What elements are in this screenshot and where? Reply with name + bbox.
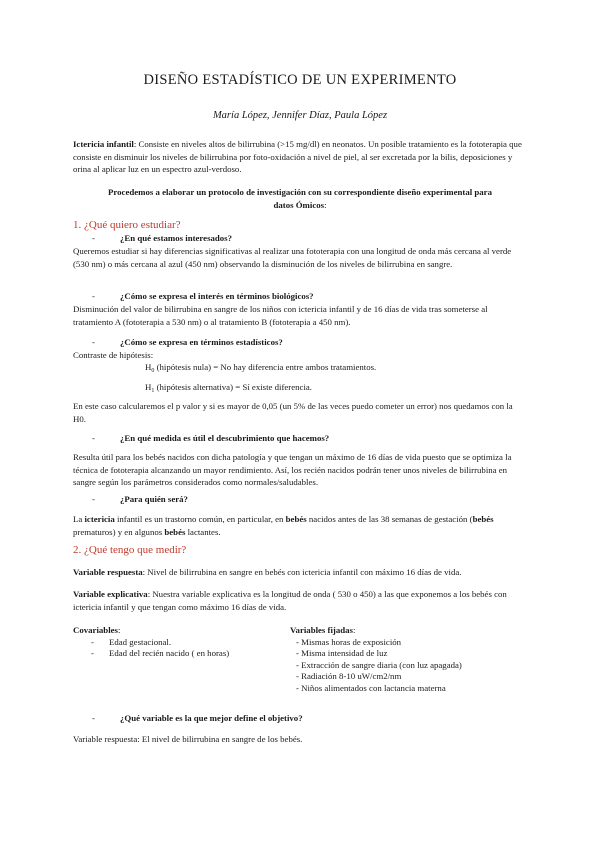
usefulness-paragraph: Resulta útil para los bebés nacidos con dicha patología y que tengan un máximo de 16 días de vida puesto que se optimiza la técnica de fototerapia alcanzando un mayor rendimiento. Así, los recién nacidos podrán tener unos niveles de bilirrubina en sangre según los parámetros considerados como normales/saludables. xyxy=(73,452,512,488)
covariables-block xyxy=(73,624,229,660)
audience-g: prematuros) y en algunos xyxy=(73,526,165,537)
list-dash: - xyxy=(91,648,94,659)
h0-sub: 0 xyxy=(151,368,155,374)
contrast-label: Contraste de hipótesis: xyxy=(73,350,154,360)
covariables-colon: : xyxy=(117,625,121,635)
explanatory-label: Variable explicativa xyxy=(73,589,148,599)
question-biological: - ¿Cómo se expresa el interés en términos biológicos? xyxy=(92,291,314,301)
question-statistical: - ¿Cómo se expresa en términos estadísticos? xyxy=(92,337,283,347)
alt-hypothesis xyxy=(145,381,312,398)
response-text: : Nivel de bilirrubina en sangre en bebés con ictericia infantil con máximo 16 días de vida. xyxy=(142,567,462,577)
covariables-label: Covariables xyxy=(73,625,118,635)
null-hypothesis xyxy=(145,361,376,378)
protocol-text: Procedemos a elaborar un protocolo de investigación con su correspondiente diseño experimental para datos Ómicos xyxy=(108,187,492,210)
fixed-variable-item: - Misma intensidad de luz xyxy=(296,648,388,659)
covariable-item xyxy=(73,637,229,649)
section1-heading: 1. ¿Qué quiero estudiar? xyxy=(73,219,181,231)
question-biological-text: ¿Cómo se expresa el interés en términos biológicos? xyxy=(120,291,314,301)
explanatory-variable xyxy=(73,588,529,613)
question-usefulness-text: ¿En qué medida es útil el descubrimiento que hacemos? xyxy=(120,433,330,443)
fixed-variable-item: - Radiación 8-10 uW/cm2/nm xyxy=(296,671,402,682)
question-audience: - ¿Para quién será? xyxy=(92,494,188,504)
interest-paragraph: Queremos estudiar si hay diferencias significativas al realizar una fototerapia con una longitud de onda más cercana al verde (530 nm) o más cercana al azul (450 nm) observando la disminución de los niveles de bilirrubina en sangre. xyxy=(73,246,512,269)
h1-sub: 1 xyxy=(151,388,155,394)
protocol-heading xyxy=(100,186,500,211)
h1-letter: H xyxy=(145,382,152,392)
question-interest: - ¿En qué estamos interesados? xyxy=(92,233,233,243)
question-usefulness: - ¿En qué medida es útil el descubrimiento que hacemos? xyxy=(92,433,330,443)
audience-paragraph xyxy=(73,513,529,538)
question-objective-text: ¿Qué variable es la que mejor define el objetivo? xyxy=(120,713,303,723)
covariable-text: Edad del recién nacido ( en horas) xyxy=(109,648,230,659)
fixed-label: Variables fijadas xyxy=(290,625,353,635)
response-variable xyxy=(73,566,529,579)
audience-e: nacidos antes de las 38 semanas de gestación ( xyxy=(306,514,473,524)
covariables-heading xyxy=(73,624,229,637)
fixed-block xyxy=(290,624,462,695)
intro-term: Ictericia infantil xyxy=(73,139,134,149)
h1-text: (hipótesis alternativa) = Sí existe diferencia. xyxy=(156,382,312,392)
protocol-colon: : xyxy=(324,199,327,210)
question-objective: - ¿Qué variable es la que mejor define el objetivo? xyxy=(92,713,303,723)
audience-a: La xyxy=(73,514,85,524)
intro-text: : Consiste en niveles altos de bilirrubina (>15 mg/dl) en neonatos. Un posible tratamiento es la fototerapia que consiste en disminuir los niveles de bilirrubina por foto-oxidación a nivel de piel, al ser excretada por la bilis, deposiciones y orina al aplicar luz en un espectro azul-verdoso. xyxy=(73,139,522,175)
objective-paragraph: Variable respuesta: El nivel de bilirrubina en sangre de los bebés. xyxy=(73,734,303,744)
covariable-item xyxy=(73,648,229,660)
covariables-list xyxy=(73,637,229,660)
question-audience-text: ¿Para quién será? xyxy=(120,494,188,504)
authors: María López, Jennifer Díaz, Paula López xyxy=(212,110,388,121)
page-title: DISEÑO ESTADÍSTICO DE UN EXPERIMENTO xyxy=(143,72,457,88)
explanatory-text: : Nuestra variable explicativa es la longitud de onda ( 530 o 450) a las que exponemos a los bebés con ictericia infantil y que tengan como máximo 16 días de vida. xyxy=(73,589,507,612)
intro-paragraph xyxy=(73,138,527,176)
h0-text: (hipótesis nula) = No hay diferencia entre ambos tratamientos. xyxy=(156,362,377,372)
fixed-heading xyxy=(290,624,462,637)
biological-paragraph: Disminución del valor de bilirrubina en sangre de los niños con ictericia infantil y de 16 días de vida tras someterse al tratamiento A (fototerapia a 530 nm) o al tratamiento B (fototerapia a 450 nm). xyxy=(73,304,488,327)
audience-b: ictericia xyxy=(84,514,115,524)
fixed-variable-item: - Mismas horas de exposición xyxy=(296,636,402,647)
audience-h: bebés xyxy=(164,526,186,537)
fixed-colon: : xyxy=(352,625,356,635)
response-label: Variable respuesta xyxy=(73,567,143,577)
audience-f: bebés xyxy=(472,514,494,524)
h0-letter: H xyxy=(145,362,152,372)
fixed-list xyxy=(290,637,462,695)
fixed-variable-item: - Extracción de sangre diaria (con luz apagada) xyxy=(296,659,462,670)
question-interest-text: ¿En qué estamos interesados? xyxy=(120,233,233,243)
question-statistical-text: ¿Cómo se expresa en términos estadísticos? xyxy=(120,337,283,347)
audience-c: infantil es un trastorno común, en particular, en xyxy=(114,514,286,524)
list-dash: - xyxy=(91,636,94,647)
audience-d: bebés xyxy=(285,514,307,524)
fixed-variable-item: - Niños alimentados con lactancia materna xyxy=(296,682,446,693)
pvalue-paragraph: En este caso calcularemos el p valor y si es mayor de 0,05 (un 5% de las veces puedo cometer un error) nos quedamos con la H0. xyxy=(73,401,513,424)
audience-i: lactantes. xyxy=(185,526,221,537)
section2-heading: 2. ¿Qué tengo que medir? xyxy=(73,544,187,556)
covariable-text: Edad gestacional. xyxy=(109,636,172,647)
